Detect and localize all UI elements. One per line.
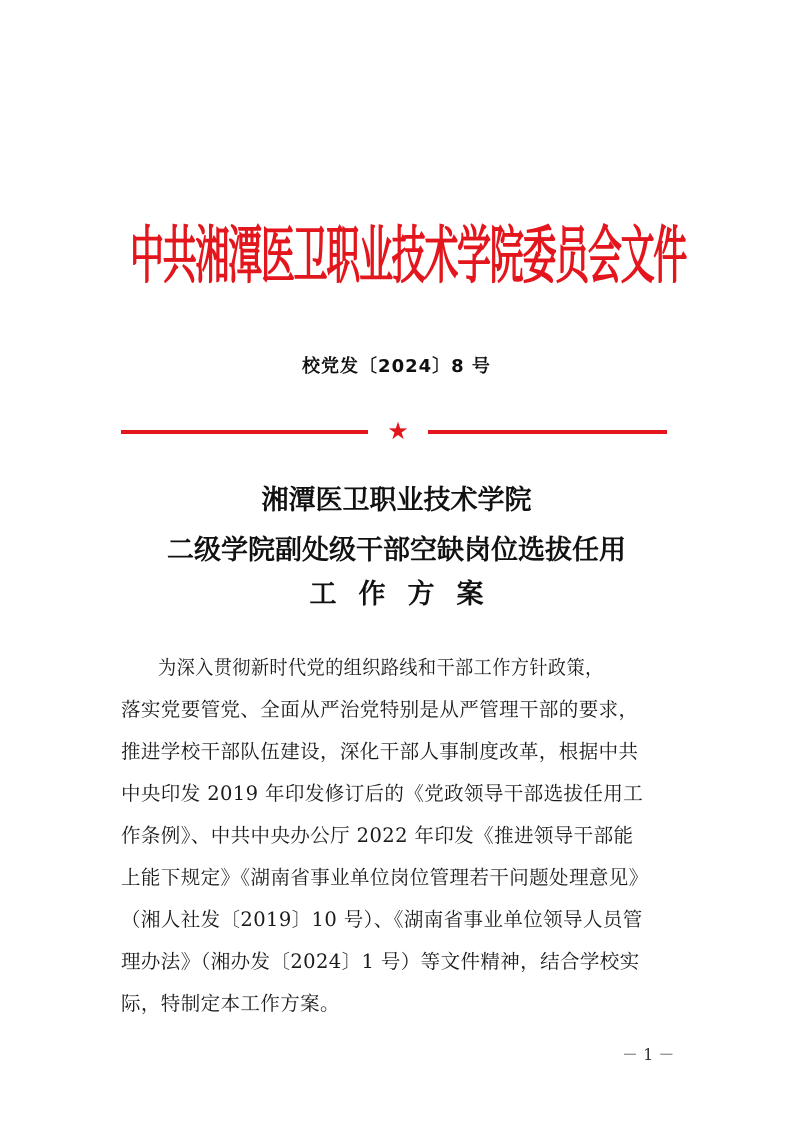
body-line: 推进学校干部队伍建设，深化干部人事制度改革，根据中共 — [121, 740, 639, 763]
body-line: （湘人社发〔2019〕10 号）、《湖南省事业单位领导人员管 — [121, 908, 643, 931]
document-title-line-2: 二级学院副处级干部空缺岗位选拔任用 — [167, 535, 626, 566]
body-line: 际，特制定本工作方案。 — [121, 992, 340, 1015]
body-line: 理办法》（湘办发〔2024〕1 号）等文件精神，结合学校实 — [121, 950, 640, 973]
page-number: － 1 － — [622, 1045, 675, 1064]
body-line: 为深入贯彻新时代党的组织路线和干部工作方针政策， — [158, 656, 604, 679]
document-number: 校党发〔2024〕8 号 — [302, 356, 491, 377]
body-line: 落实党要管党、全面从严治党特别是从严管理干部的要求， — [121, 698, 639, 721]
divider-rule-right — [428, 430, 667, 434]
document-title-line-1: 湘潭医卫职业技术学院 — [261, 485, 532, 516]
body-line: 作条例》、中共中央办公厅 2022 年印发《推进领导干部能 — [121, 824, 634, 847]
red-divider — [121, 417, 667, 445]
document-masthead: 中共湘潭医卫职业技术学院委员会文件 — [130, 218, 686, 292]
document-title-line-3: 工作方案 — [309, 579, 506, 610]
star-icon: ★ — [387, 417, 409, 445]
body-line: 上能下规定》《湖南省事业单位岗位管理若干问题处理意见》 — [121, 866, 649, 889]
body-line: 中央印发 2019 年印发修订后的《党政领导干部选拔任用工 — [121, 782, 644, 805]
divider-rule-left — [121, 430, 368, 434]
